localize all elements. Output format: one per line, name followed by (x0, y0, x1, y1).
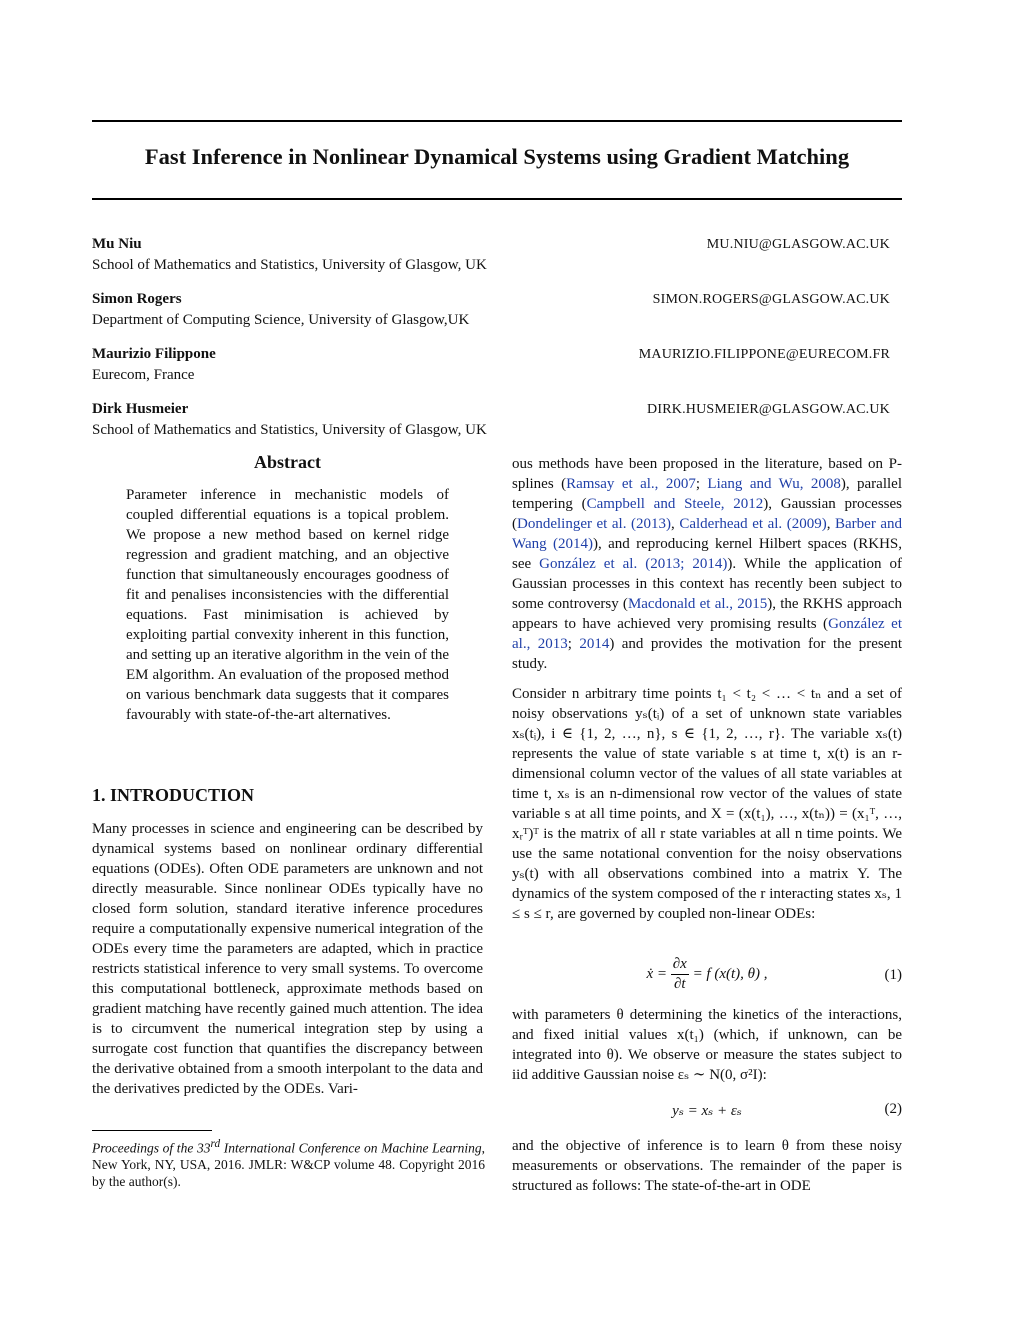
title-rule-top (92, 120, 902, 122)
text-run: ; (567, 636, 580, 652)
author-affiliation: Department of Computing Science, University of Glasgow,UK (92, 312, 470, 328)
author-affiliation: Eurecom, France (92, 367, 195, 383)
author-email: DIRK.HUSMEIER@GLASGOW.AC.UK (647, 402, 890, 417)
text-run: ), Gaussian processes ( (512, 496, 902, 532)
equation-2 (512, 1101, 902, 1123)
author-block-1 (92, 230, 890, 277)
eq1-rhs: = f (x(t), θ) , (692, 965, 768, 982)
text-run: , (826, 516, 835, 532)
text-run: ) and provides the motivation for the present study. (512, 636, 903, 672)
footnote-num: 33 (196, 1140, 211, 1156)
footnote-sup: rd (210, 1138, 221, 1150)
right-paragraph-4: and the objective of inference is to learn θ from these noisy measurements or observations. The remainder of the paper is structured as follows: The state-of-the-art in ODE (512, 1138, 902, 1194)
author-block-2 (92, 285, 890, 332)
footnote-conference: International Conference on Machine Learning (223, 1140, 482, 1156)
author-name: Mu Niu (92, 236, 142, 252)
title-rule-bottom (92, 198, 902, 200)
text-run: ; (695, 476, 708, 492)
citation-link[interactable]: Barber and Wang (2014) (512, 516, 903, 552)
introduction-text: Many processes in science and engineering can be described by dynamical systems based on nonlinear ordinary differential equations (ODEs). Often ODE parameters are unknown and not directly measurable. Since nonlinear ODEs typically have no closed form solution, standard iterative inference procedures require a computationally expensive numerical integration of the ODEs every time the parameters are adapted, which in practice restricts statistical inference to very small systems. To overcome this computational bottleneck, approximate methods based on gradient matching have recently gained much attention. The idea is to circumvent the numerical integration step by using a surrogate cost function that quantifies the discrepancy between the derivative obtained from a smooth interpolant to the data and the derivatives predicted by the ODEs. Vari- (92, 821, 483, 1097)
author-name: Maurizio Filippone (92, 346, 216, 362)
right-paragraph-1 (512, 454, 902, 674)
author-email: SIMON.ROGERS@GLASGOW.AC.UK (652, 292, 890, 307)
citation-link[interactable]: Dondelinger et al. (2013) (517, 516, 672, 532)
text-run: , (671, 516, 680, 532)
citation-link[interactable]: Macdonald et al., 2015 (627, 596, 768, 612)
eq1-numerator: ∂x (671, 955, 689, 975)
citation-link[interactable]: Liang and Wu, 2008 (707, 476, 841, 492)
text-run: ), and reproducing kernel Hilbert spaces (RKHS, see (512, 536, 902, 572)
text-run: ), the RKHS approach appears to have achieved very promising results ( (512, 596, 903, 632)
footnote-rest: , New York, NY, USA, 2016. JMLR: W&CP volume 48. Copyright 2016 by the author(s). (92, 1140, 485, 1189)
citation-link[interactable]: 2014 (579, 636, 610, 652)
author-affiliation: School of Mathematics and Statistics, University of Glasgow, UK (92, 422, 487, 438)
author-name: Dirk Husmeier (92, 401, 189, 417)
author-email: MU.NIU@GLASGOW.AC.UK (706, 237, 890, 252)
abstract-heading: Abstract (254, 452, 321, 472)
equation-1 (512, 955, 902, 999)
author-name: Simon Rogers (92, 291, 182, 307)
section-heading-introduction: 1. INTRODUCTION (92, 785, 255, 805)
citation-link[interactable]: Calderhead et al. (2009) (679, 516, 827, 532)
eq1-fraction (671, 955, 689, 994)
author-affiliation: School of Mathematics and Statistics, University of Glasgow, UK (92, 257, 487, 273)
author-block-4 (92, 395, 890, 442)
footnote (92, 1136, 485, 1190)
author-block-3 (92, 340, 890, 387)
eq1-lhs: ẋ = (646, 965, 667, 982)
footnote-rule (92, 1130, 212, 1131)
right-paragraph-2: Consider n arbitrary time points t₁ < t₂ < … < tₙ and a set of noisy observations yₛ(tᵢ) of a set of unknown state variables xₛ(tᵢ), i ∈ {1, 2, …, n}, s ∈ {1, 2, …, r}. The variable xₛ(t) represents the value of state variable s at time t, x(t) is an r-dimensional column vector of the values of all state variables at time t, xₛ is an n-dimensional row vector of the values of state variable s at all time points, and X = (x(t₁), …, x(tₙ)) = (x₁ᵀ, …, xᵣᵀ)ᵀ is the matrix of all r state variables at all n time points. We use the same notational convention for the noisy observations yₛ(t) with all observations combined into a matrix Y. The dynamics of the system composed of the r interacting states xₛ, 1 ≤ s ≤ r, are governed by coupled non-linear ODEs: (512, 686, 902, 922)
right-paragraph-3: with parameters θ determining the kinetics of the interactions, and fixed initial values x(t₁) (which, if unknown, can be integrated into θ). We observe or measure the states subject to iid additive Gaussian noise εₛ ∼ N(0, σ²I): (512, 1007, 902, 1083)
abstract-text: Parameter inference in mechanistic models of coupled differential equations is a topical problem. We propose a new method based on kernel ridge regression and gradient matching, and an objective function that simultaneously encourages goodness of fit and penalises inconsistencies with the differential equations. Fast minimisation is achieved by exploiting partial convexity inherent in this function, and setting up an iterative algorithm in the vein of the EM algorithm. An evaluation of the proposed method on various benchmark data suggests that it compares favourably with state-of-the-art alternatives. (126, 487, 449, 723)
equation-number-2: (2) (884, 1101, 902, 1117)
footnote-pre: Proceedings of the (92, 1140, 194, 1156)
citation-link[interactable]: González et al., 2013 (512, 616, 902, 652)
citation-link[interactable]: González et al. (2013; 2014) (539, 556, 728, 572)
paper-title: Fast Inference in Nonlinear Dynamical Systems using Gradient Matching (144, 144, 850, 169)
text-run: ous methods have been proposed in the literature, based on P-splines ( (512, 456, 902, 492)
text-run: ). While the application of Gaussian processes in this context has recently been subject to some controversy ( (512, 556, 902, 612)
equation-number-1: (1) (884, 967, 902, 983)
author-email: MAURIZIO.FILIPPONE@EURECOM.FR (638, 347, 890, 362)
eq1-denominator: ∂t (673, 976, 686, 992)
text-run: ), parallel tempering ( (512, 476, 902, 512)
citation-link[interactable]: Campbell and Steele, 2012 (586, 496, 764, 512)
citation-link[interactable]: Ramsay et al., 2007 (566, 476, 696, 492)
eq2-body: yₛ = xₛ + εₛ (672, 1103, 742, 1119)
